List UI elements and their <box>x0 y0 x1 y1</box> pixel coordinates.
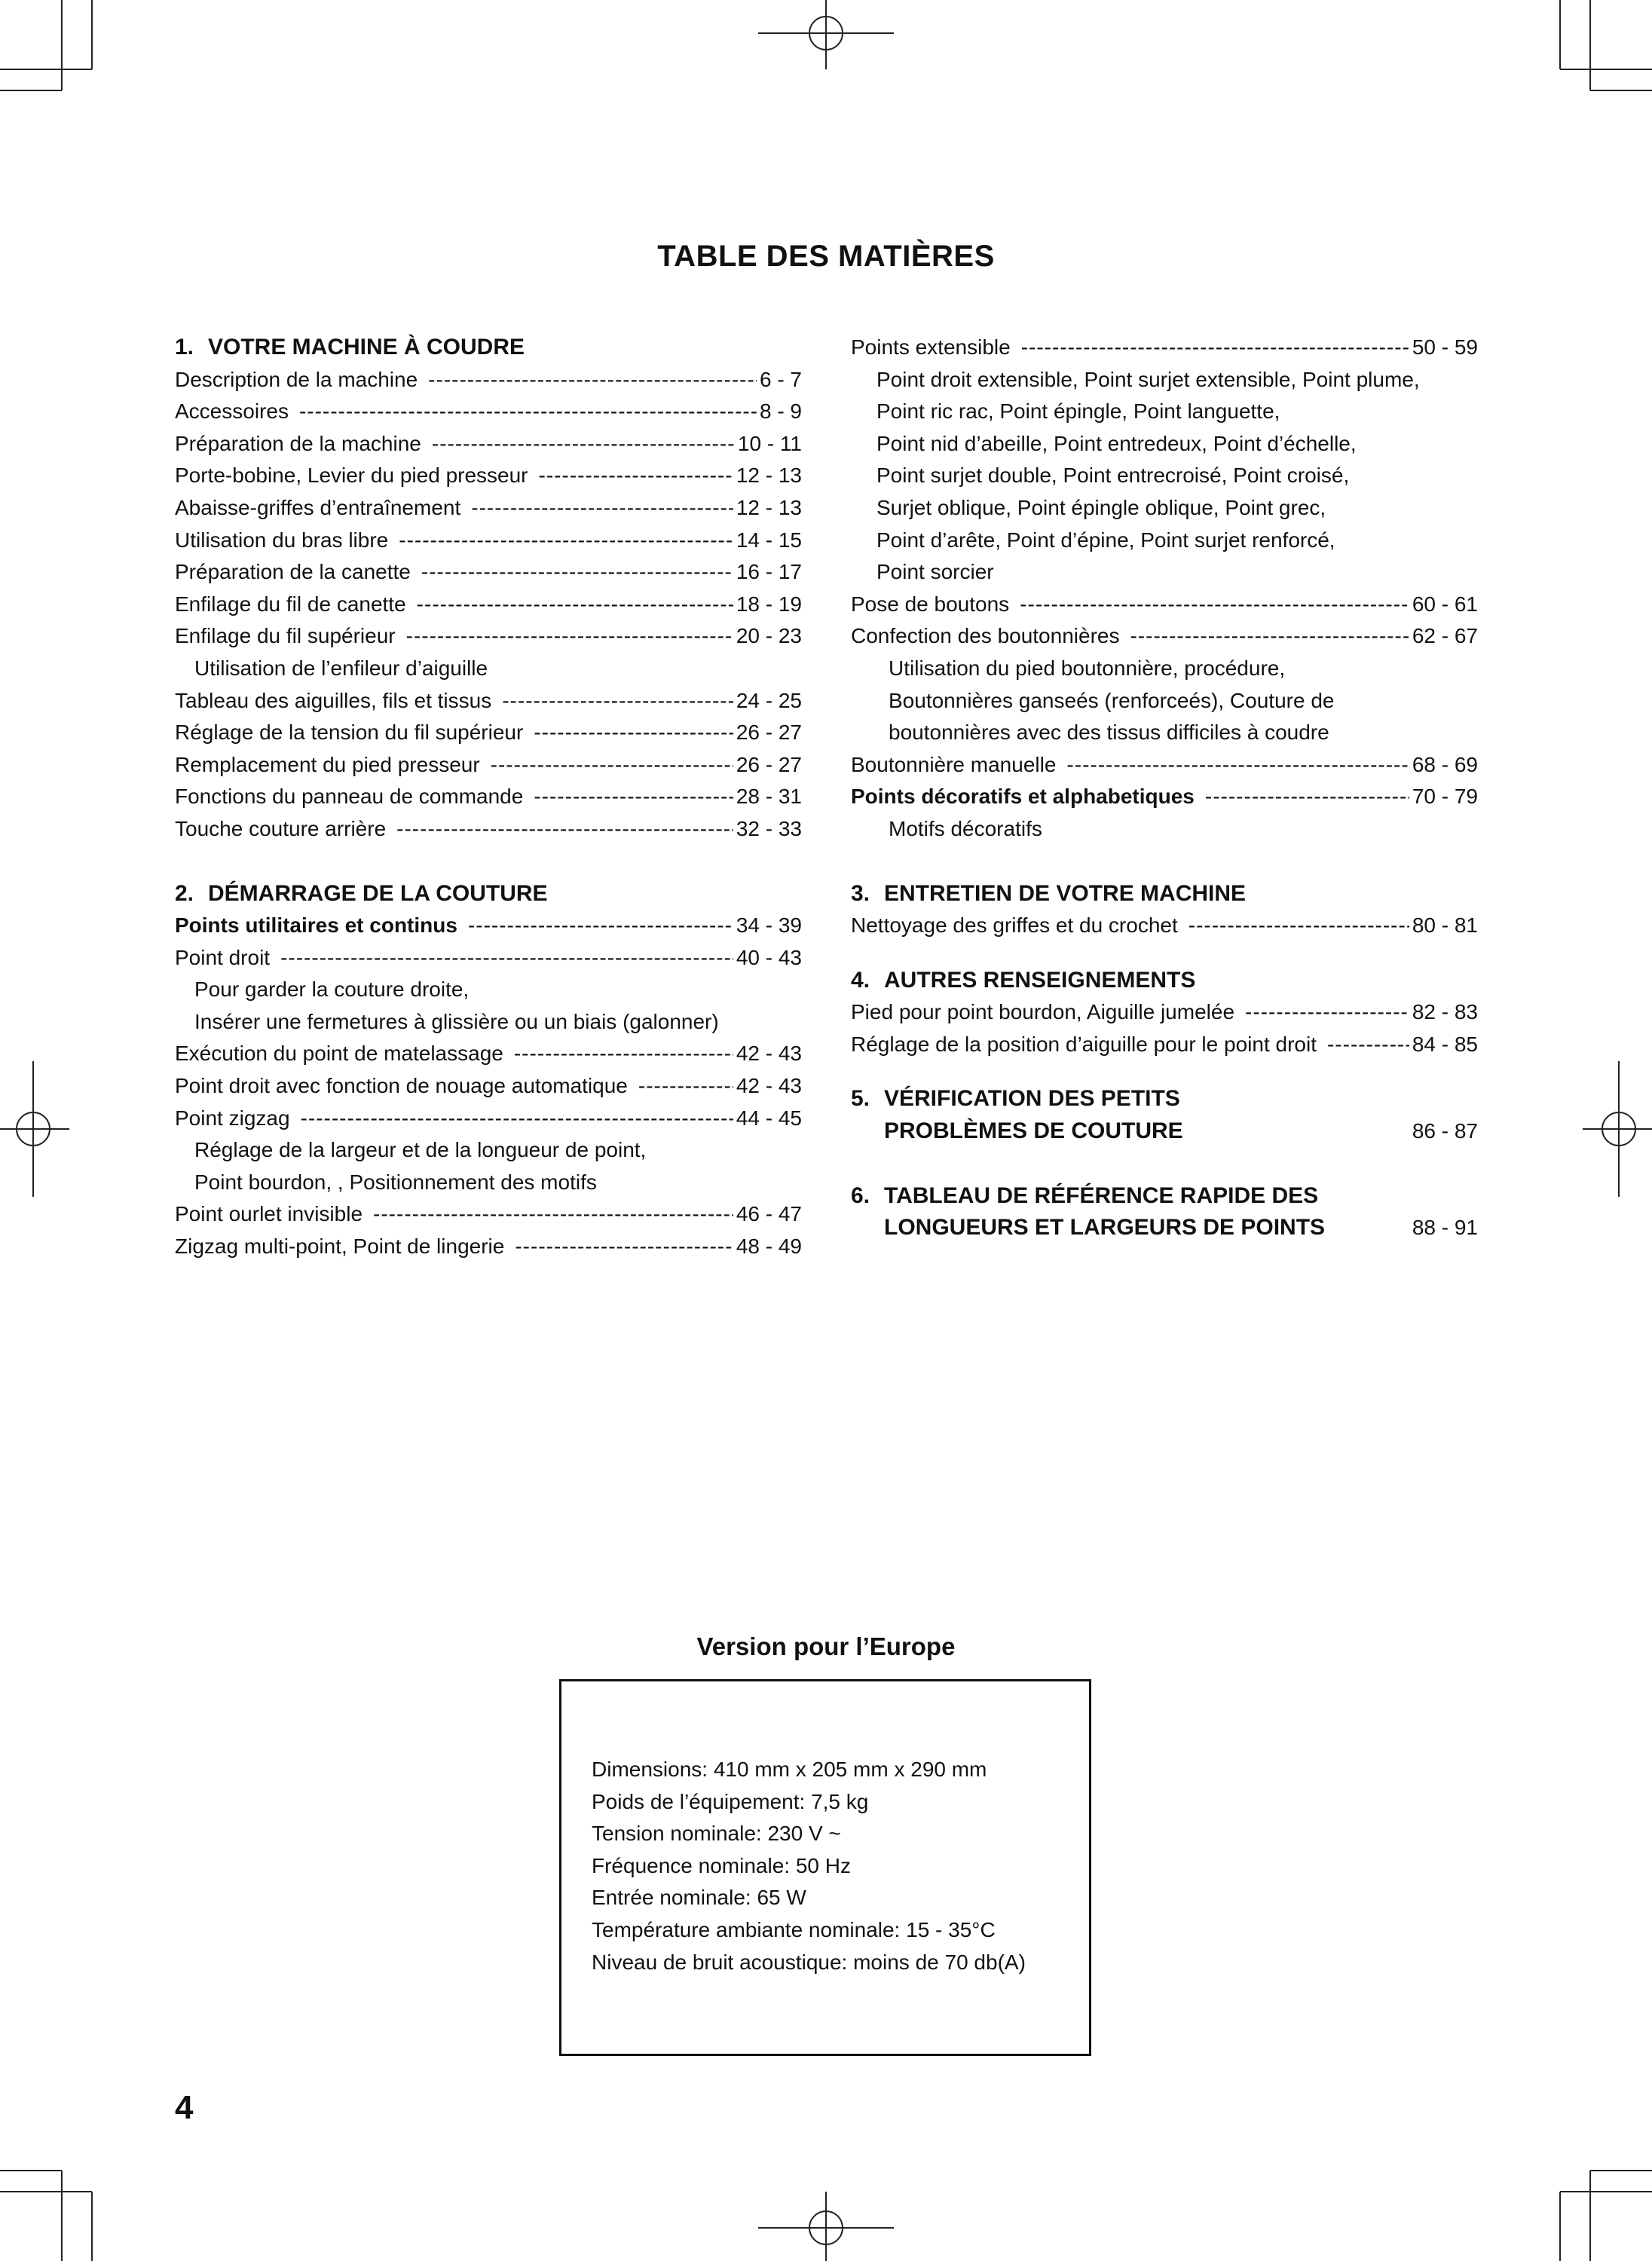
toc-entry-pages: 60 - 61 <box>1412 592 1478 616</box>
leader-dots <box>301 1103 733 1135</box>
toc-entry-label: Touche couture arrière <box>175 816 387 840</box>
section-pages: 86 - 87 <box>1412 1119 1478 1143</box>
toc-entry <box>175 749 802 782</box>
toc-subentry: Utilisation du pied boutonnière, procédure, <box>889 656 1286 680</box>
toc-entry-label: Accessoires <box>175 399 289 424</box>
leader-dots <box>534 781 733 813</box>
section-heading-4 <box>851 965 1478 997</box>
toc-subentry: Point bourdon, , Positionnement des motifs <box>194 1170 597 1194</box>
toc-entry-label: Points décoratifs et alphabetiques <box>851 785 1195 809</box>
toc-entry-pages: 26 - 27 <box>736 752 802 776</box>
section-number: 6. <box>851 1183 870 1208</box>
toc-subentry: Point surjet double, Point entrecroisé, Point croisé, <box>876 464 1350 488</box>
leader-dots <box>373 1198 733 1231</box>
toc-entry-pages: 80 - 81 <box>1412 913 1478 938</box>
toc-entry-pages: 12 - 13 <box>736 464 802 488</box>
toc-subentry: Réglage de la largeur et de la longueur de point, <box>194 1138 647 1162</box>
toc-entry-pages: 68 - 69 <box>1412 752 1478 776</box>
section-title: TABLEAU DE RÉFÉRENCE RAPIDE DES <box>884 1183 1319 1208</box>
section-title: ENTRETIEN DE VOTRE MACHINE <box>884 880 1247 906</box>
toc-entry <box>851 910 1478 942</box>
toc-entry-pages: 12 - 13 <box>736 495 802 519</box>
toc-subentry: Surjet oblique, Point épingle oblique, Point grec, <box>876 495 1326 519</box>
toc-subentry: Point sorcier <box>876 560 994 584</box>
toc-entry <box>175 589 802 621</box>
toc-entry-pages: 42 - 43 <box>736 1074 802 1098</box>
toc-entry <box>175 460 802 492</box>
toc-entry <box>175 428 802 460</box>
leader-dots <box>280 942 733 974</box>
version-heading: Version pour l’Europe <box>696 1632 956 1660</box>
section-number: 5. <box>851 1086 870 1112</box>
toc-entry-pages: 46 - 47 <box>736 1202 802 1226</box>
toc-entry-label: Pied pour point bourdon, Aiguille jumelée <box>851 1000 1235 1024</box>
leader-dots <box>502 685 733 717</box>
toc-entry-label: Tableau des aiguilles, fils et tissus <box>175 688 492 712</box>
section-title: AUTRES RENSEIGNEMENTS <box>884 967 1196 993</box>
leader-dots <box>432 428 735 460</box>
toc-entry <box>851 749 1478 782</box>
toc-entry-label: Enfilage du fil supérieur <box>175 624 396 648</box>
section-heading-1 <box>175 332 802 364</box>
toc-entry-label: Point droit <box>175 945 271 969</box>
leader-dots <box>1327 1029 1409 1061</box>
leader-dots <box>396 813 733 846</box>
toc-subentry: Point d’arête, Point d’épine, Point surjet renforcé, <box>876 528 1335 552</box>
leader-dots <box>1021 332 1409 364</box>
toc-entry-pages: 62 - 67 <box>1412 624 1478 648</box>
section-title: VÉRIFICATION DES PETITS <box>884 1086 1180 1112</box>
toc-subentry: Point droit extensible, Point surjet extensible, Point plume, <box>876 367 1420 391</box>
toc-entry-pages: 14 - 15 <box>736 528 802 552</box>
toc-entry <box>175 781 802 813</box>
toc-entry-pages: 40 - 43 <box>736 945 802 969</box>
toc-entry <box>175 1070 802 1103</box>
toc-entry-label: Réglage de la position d’aiguille pour le point droit <box>851 1032 1317 1056</box>
toc-entry-pages: 44 - 45 <box>736 1106 802 1130</box>
toc-entry-label: Points extensible <box>851 335 1011 359</box>
toc-entry-pages: 70 - 79 <box>1412 785 1478 809</box>
toc-entry-label: Réglage de la tension du fil supérieur <box>175 721 524 745</box>
toc-entry <box>175 492 802 525</box>
toc-entry <box>851 996 1478 1029</box>
leader-dots <box>638 1070 733 1103</box>
spec-list <box>592 1754 1026 1978</box>
section-heading-5 <box>851 1083 1478 1115</box>
toc-right-column <box>851 332 1478 1244</box>
toc-subentry: Point ric rac, Point épingle, Point languette, <box>876 399 1280 424</box>
leader-dots <box>406 620 733 653</box>
toc-entry-pages: 50 - 59 <box>1412 335 1478 359</box>
toc-entry <box>175 396 802 428</box>
toc-entry-label: Point zigzag <box>175 1106 290 1130</box>
leader-dots <box>1020 589 1409 621</box>
toc-entry <box>175 717 802 749</box>
toc-entry-label: Nettoyage des griffes et du crochet <box>851 913 1178 938</box>
section-number: 3. <box>851 880 870 906</box>
page-number: 4 <box>175 2089 194 2126</box>
spec-item: Poids de l’équipement: 7,5 kg <box>592 1789 869 1813</box>
toc-entry <box>175 1231 802 1263</box>
leader-dots <box>539 460 733 492</box>
toc-entry-pages: 20 - 23 <box>736 624 802 648</box>
leader-dots <box>299 396 757 428</box>
toc-entry-pages: 32 - 33 <box>736 816 802 840</box>
toc-entry <box>175 685 802 717</box>
toc-entry <box>175 556 802 589</box>
toc-entry <box>175 813 802 846</box>
section-number: 2. <box>175 880 194 906</box>
toc-entry-pages: 28 - 31 <box>736 785 802 809</box>
toc-entry <box>175 1038 802 1070</box>
toc-entry-label: Porte-bobine, Levier du pied presseur <box>175 464 528 488</box>
toc-entry-label: Description de la machine <box>175 367 418 391</box>
section-title-continued: LONGUEURS ET LARGEURS DE POINTS <box>884 1215 1326 1241</box>
leader-dots <box>1130 620 1409 653</box>
toc-entry-pages: 42 - 43 <box>736 1042 802 1066</box>
toc-subentry: Boutonnières ganseés (renforceés), Couture de <box>889 688 1335 712</box>
toc-subentry: Utilisation de l’enfileur d’aiguille <box>194 656 488 680</box>
toc-entry-label: Confection des boutonnières <box>851 624 1120 648</box>
toc-entry-pages: 48 - 49 <box>736 1235 802 1259</box>
leader-dots <box>417 589 733 621</box>
toc-entry-label: Abaisse-griffes d’entraînement <box>175 495 461 519</box>
spacer <box>175 846 802 878</box>
toc-entry-label: Points utilitaires et continus <box>175 913 457 938</box>
leader-dots <box>468 910 733 942</box>
toc-left-column <box>175 332 802 1263</box>
spec-item: Température ambiante nominale: 15 - 35°C <box>592 1917 996 1941</box>
toc-entry-pages: 16 - 17 <box>736 560 802 584</box>
toc-subentry: Pour garder la couture droite, <box>194 978 470 1002</box>
toc-entry <box>851 1029 1478 1061</box>
toc-entry-label: Utilisation du bras libre <box>175 528 389 552</box>
toc-entry <box>175 942 802 974</box>
toc-entry <box>851 332 1478 364</box>
page-title: TABLE DES MATIÈRES <box>657 240 995 273</box>
toc-entry-label: Remplacement du pied presseur <box>175 752 480 776</box>
toc-entry-label: Enfilage du fil de canette <box>175 592 406 616</box>
leader-dots <box>491 749 733 782</box>
section-title: VOTRE MACHINE À COUDRE <box>208 335 525 359</box>
toc-subentry: boutonnières avec des tissus difficiles à coudre <box>889 721 1329 745</box>
leader-dots <box>421 556 733 589</box>
section-heading-2 <box>175 878 802 910</box>
leader-dots <box>514 1038 733 1070</box>
leader-dots <box>1245 996 1409 1029</box>
toc-entry <box>175 1198 802 1231</box>
toc-subentry: Insérer une fermetures à glissière ou un biais (galonner) <box>194 1009 719 1033</box>
toc-entry-pages: 34 - 39 <box>736 913 802 938</box>
leader-dots <box>1205 781 1409 813</box>
leader-dots <box>515 1231 733 1263</box>
toc-entry-pages: 26 - 27 <box>736 721 802 745</box>
leader-dots <box>471 492 733 525</box>
section-title-continued: PROBLÈMES DE COUTURE <box>884 1118 1183 1144</box>
toc-entry-pages: 6 - 7 <box>759 367 802 391</box>
toc-entry-label: Exécution du point de matelassage <box>175 1042 503 1066</box>
toc-entry <box>175 1103 802 1135</box>
toc-entry <box>175 620 802 653</box>
toc-entry-pages: 82 - 83 <box>1412 1000 1478 1024</box>
toc-entry-label: Boutonnière manuelle <box>851 752 1057 776</box>
spec-item: Niveau de bruit acoustique: moins de 70 db(A) <box>592 1950 1026 1974</box>
section-number: 1. <box>175 335 194 359</box>
toc-entry-pages: 8 - 9 <box>759 399 802 424</box>
spec-item: Fréquence nominale: 50 Hz <box>592 1853 851 1877</box>
spacer <box>851 846 1478 878</box>
spacer <box>851 1148 1478 1180</box>
toc-entry-label: Point ourlet invisible <box>175 1202 363 1226</box>
section-heading-6 <box>851 1180 1478 1213</box>
toc-entry <box>851 620 1478 653</box>
spec-box <box>559 1679 1091 2056</box>
spec-item: Dimensions: 410 mm x 205 mm x 290 mm <box>592 1758 987 1781</box>
toc-entry-pages: 24 - 25 <box>736 688 802 712</box>
toc-entry <box>851 589 1478 621</box>
toc-entry <box>175 364 802 396</box>
leader-dots <box>399 525 733 557</box>
section-pages: 88 - 91 <box>1412 1216 1478 1240</box>
toc-entry-label: Pose de boutons <box>851 592 1010 616</box>
section-number: 4. <box>851 967 870 993</box>
toc-entry-pages: 18 - 19 <box>736 592 802 616</box>
leader-dots <box>428 364 757 396</box>
toc-entry-pages: 84 - 85 <box>1412 1032 1478 1056</box>
spacer <box>851 1060 1478 1083</box>
toc-entry <box>175 910 802 942</box>
section-title: DÉMARRAGE DE LA COUTURE <box>208 880 548 906</box>
leader-dots <box>534 717 733 749</box>
toc-entry-label: Préparation de la canette <box>175 560 411 584</box>
spec-item: Tension nominale: 230 V ~ <box>592 1822 841 1846</box>
toc-entry-label: Fonctions du panneau de commande <box>175 785 524 809</box>
toc-entry-label: Préparation de la machine <box>175 431 421 455</box>
toc-entry-label: Point droit avec fonction de nouage automatique <box>175 1074 628 1098</box>
toc-entry <box>175 525 802 557</box>
section-heading-3 <box>851 878 1478 910</box>
section-heading-6-cont <box>851 1212 1478 1244</box>
spec-item: Entrée nominale: 65 W <box>592 1886 806 1910</box>
toc-entry <box>851 781 1478 813</box>
leader-dots <box>1189 910 1409 942</box>
toc-entry-label: Zigzag multi-point, Point de lingerie <box>175 1235 505 1259</box>
toc-subentry: Point nid d’abeille, Point entredeux, Point d’échelle, <box>876 431 1357 455</box>
toc-entry-pages: 10 - 11 <box>737 431 802 455</box>
section-heading-5-cont <box>851 1115 1478 1148</box>
spacer <box>851 942 1478 965</box>
toc-subentry: Motifs décoratifs <box>889 816 1042 840</box>
leader-dots <box>1066 749 1409 782</box>
